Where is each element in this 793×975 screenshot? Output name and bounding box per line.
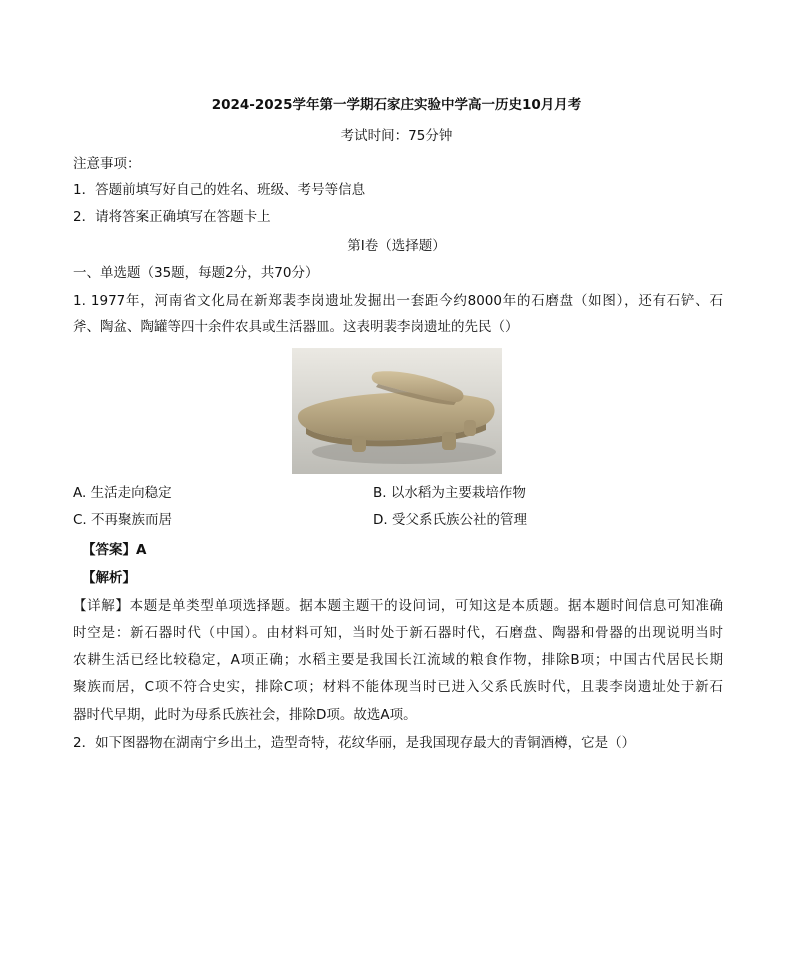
- q1-stem-line-1: 1. 1977年，河南省文化局在新郑裴李岗遗址发掘出一套距今约8000年的石磨盘（如图），还有石铲、石: [73, 293, 723, 309]
- q1-detail-line-3: 农耕生活已经比较稳定，A项正确；水稻主要是我国长江流域的粮食作物，排除B项；中国古代居民长期: [73, 652, 723, 668]
- stone-millstone-photo: [292, 348, 502, 474]
- notice-item-2: 2．请将答案正确填写在答题卡上: [73, 209, 271, 225]
- q1-analysis-label: 【解析】: [82, 570, 136, 586]
- q1-detail-line-4: 聚族而居，C项不符合史实，排除C项；材料不能体现当时已进入父系氏族时代，且裴李岗遗址处于新石: [73, 679, 723, 695]
- exam-time: 考试时间：75分钟: [340, 128, 453, 144]
- q1-detail-line-5: 器时代早期，此时为母系氏族社会，排除D项。故选A项。: [73, 707, 417, 723]
- notice-heading: 注意事项：: [73, 156, 141, 172]
- q1-stem-line-2: 斧、陶盆、陶罐等四十余件农具或生活器皿。这表明裴李岗遗址的先民（）: [73, 319, 519, 335]
- q1-detail-line-2: 时空是：新石器时代（中国）。由材料可知，当时处于新石器时代，石磨盘、陶器和骨器的出现说明当时: [73, 625, 723, 641]
- exam-title: 2024-2025学年第一学期石家庄实验中学高一历史10月月考: [211, 97, 582, 113]
- q1-answer: 【答案】A: [82, 542, 147, 558]
- q1-option-d: D. 受父系氏族公社的管理: [373, 512, 527, 528]
- volume-title: 第I卷（选择题）: [347, 238, 446, 254]
- q2-stem: 2．如下图器物在湖南宁乡出土，造型奇特，花纹华丽，是我国现存最大的青铜酒樽，它是（）: [73, 735, 636, 751]
- q1-option-c: C. 不再聚族而居: [73, 512, 173, 528]
- part-title: 一、单选题（35题，每题2分，共70分）: [73, 265, 319, 281]
- q1-option-b: B. 以水稻为主要栽培作物: [373, 485, 526, 501]
- q1-option-a: A. 生活走向稳定: [73, 485, 172, 501]
- notice-item-1: 1．答题前填写好自己的姓名、班级、考号等信息: [73, 182, 366, 198]
- q1-detail-line-1: 【详解】本题是单类型单项选择题。据本题主题干的设问词，可知这是本质题。据本题时间信息可知准确: [73, 598, 723, 614]
